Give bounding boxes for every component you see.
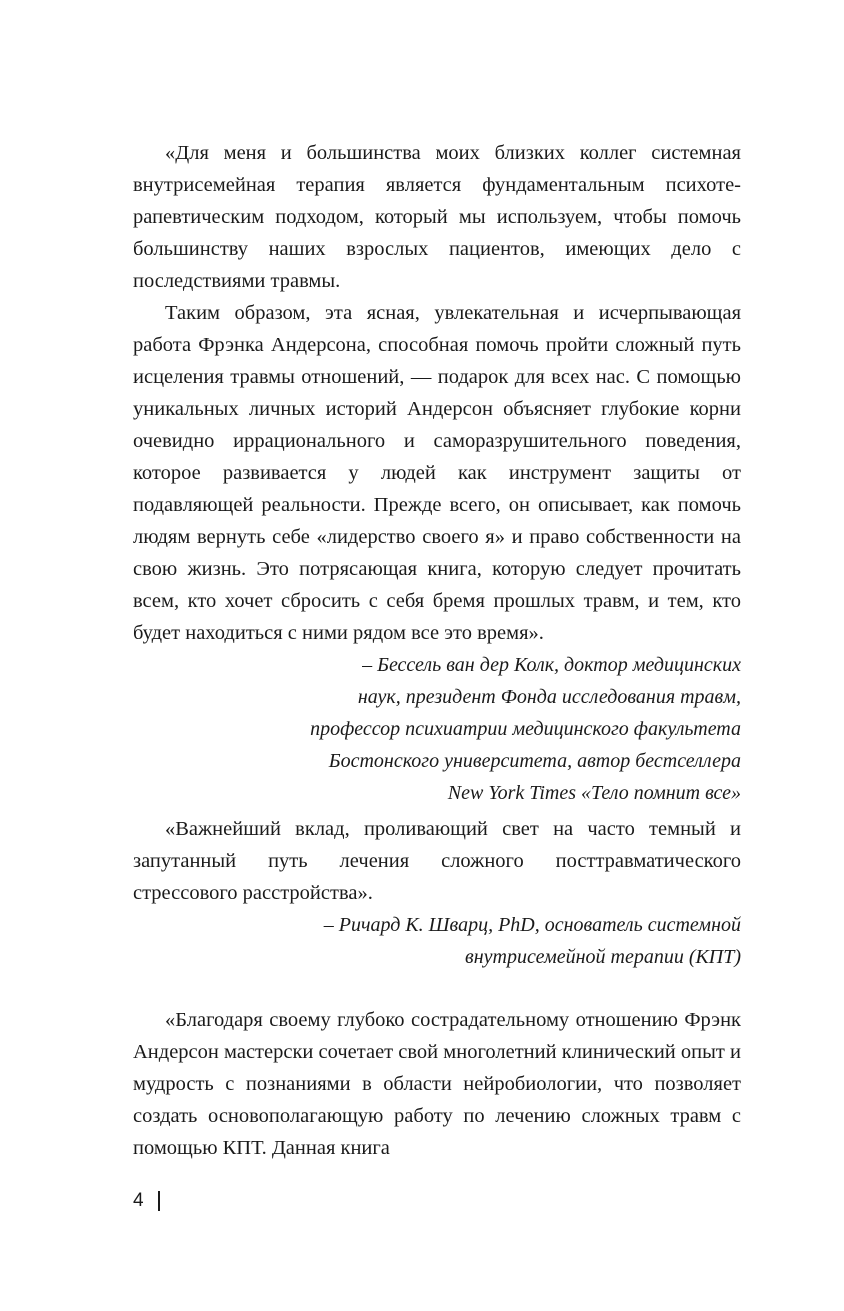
page-footer	[133, 1186, 160, 1216]
attribution-line: New York Times «Тело помнит все»	[447, 782, 741, 804]
page-number: 4	[133, 1190, 144, 1211]
quote-paragraph: «Благодаря своему глубоко сострадательному отношению Фрэнк Андерсон мастерски сочетает свой многолетний клинический опыт и мудрость с познаниями в области нейробиологии, что позволяет создать основополагающую работу по лечению сложных травм с помощью КПТ. Данная книга	[133, 1009, 741, 1159]
attribution-line: – Бессель ван дер Колк, доктор медицинских	[362, 654, 741, 676]
attribution-line: внутрисемейной терапии (КПТ)	[465, 946, 741, 968]
quote-paragraph: «Важнейший вклад, проливающий свет на часто темный и запутанный путь лечения сложного посттравматического стрессового расстройства».	[133, 818, 741, 904]
quote-block-schwartz	[133, 813, 741, 973]
attribution-line: наук, президент Фонда исследования травм,	[357, 686, 741, 708]
quote-block-van-der-kolk	[133, 137, 741, 809]
page-number-divider	[158, 1191, 160, 1211]
quote-attribution	[133, 909, 741, 973]
attribution-line: Бостонского университета, автор бестселлера	[328, 750, 741, 772]
attribution-line: – Ричард К. Шварц, PhD, основатель системной	[323, 914, 741, 936]
quote-block-third	[133, 1004, 741, 1164]
quote-attribution	[133, 649, 741, 809]
quote-paragraph: Таким образом, эта ясная, увлекательная и исчерпывающая работа Фрэнка Андерсона, способная помочь пройти сложный путь исцеления травмы отношений, — подарок для всех нас. С помощью уникальных личных историй Андерсон объясняет глубокие корни очевидно иррационального и саморазрушительного поведения, которое развивается у людей как инструмент защиты от подавляющей реальности. Прежде всего, он описывает, как помочь людям вернуть себе «лидерство своего я» и право собственности на свою жизнь. Это потрясающая книга, которую следует прочитать всем, кто хочет сбросить с себя бремя прошлых травм, и тем, кто будет находиться с ними рядом все это время».	[133, 302, 741, 644]
attribution-line: профессор психиатрии медицинского факультета	[310, 718, 741, 740]
quote-paragraph: «Для меня и большинства моих близких коллег системная внутрисемейная терапия является фундаментальным психотерапевтическим подходом, который мы используем, чтобы помочь большинству наших взрослых пациентов, имеющих дело с последствиями травмы.	[133, 142, 741, 292]
